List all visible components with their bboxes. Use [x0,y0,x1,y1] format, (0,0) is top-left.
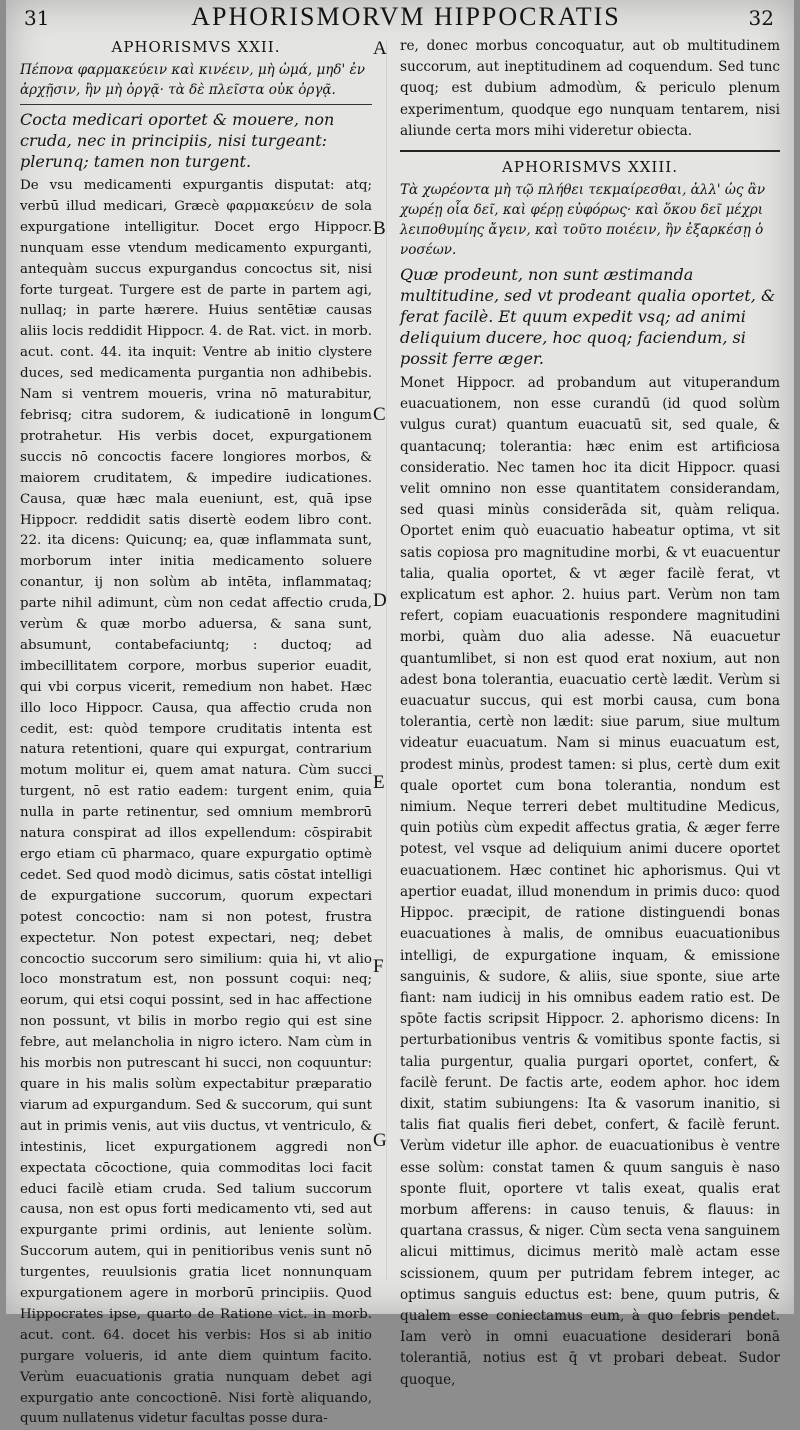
aphorism-xxii-latin: Cocta medicari oportet & mouere, non cruda, nec in principiis, nisi turgeant: plerunq; tamen non turgent. [20,110,335,171]
aphorism-xxiii-title: APHORISMVS XXIII. [502,158,678,177]
aphorism-xxii-title: APHORISMVS XXII. [111,38,281,56]
divider [20,104,372,105]
page-number-right: 32 [748,6,774,30]
margin-letter-g: G [373,1130,387,1151]
aphorism-xxii-commentary: De vsu medicamenti expurgantis disputat: atq; verbū illud medicari, Græcè φαρμακεύειν de sola expurgatione intelligitur. Docet ergo Hippocr. nunquam esse vtendum medicamento expurganti, antequàm succus expurgandus concoctus sit, nisi forte turgeat. Turgere est de parte in partem agi, nullaq; in parte hærere. Huius sentētiæ causas aliis locis reddidit Hippocr. 4. de Rat. vict. in morb. acut. cont. 44. ita inquit: Ventre ab initio clystere duces, sed medicamenta purgantia non adhibebis. Nam si ventrem moueris, vrina nō maturabitur, febrisq; citra sudorem, & iudicationē in longum protrahetur. His verbis docet, expurgationem succis nō concoctis facere longiores morbos, & maiorem cruditatem, & impedire iudicationes. Causa, quæ hæc mala eueniunt, est, quā ipse Hippocr. reddidit satis disertè eodem libro cont. 22. ita dicens: Quicunq; ea, quæ inflammata sunt, morborum inter initia medicamento soluere conantur, ij non solùm ab intēta, inflammataq; parte nihil adimunt, cùm non cedat affectio cruda, verùm & quæ morbo aduersa, & sana sunt, absumunt, contabefaciuntq; : ductoq; ad imbecillitatem corpore, morbus superior euadit, qui vbi corpus vicerit, remedium non habet. Hæc illo loco Hippocr. Causa, qua affectio cruda non cedit, est: quòd tempore cruditatis intenta est natura retentioni, quare qui expurgat, contrarium motum molitur ei, quem amat natura. Cùm succi turgent, nō est ratio eadem: turgent enim, quia nulla in parte retinentur, sed omnium membrorū natura conspirat ad illos expellendum: cōspirabit ergo etiam cū pharmaco, quare expurgatio optimè cedet. Sed quod modò dicimus, satis cōstat intelligi de expurgatione succorum, quorum expectari potest concoctio: nam si non potest, frustra expectetur. Non potest expectari, neq; debet concoctio succorum sero similium: quia hi, vt alio loco monstratum est, non possunt coqui: neq; eorum, qui etsi coqui possint, sed in hac affectione non possunt, vt bilis in morbo regio qui est sine febre, aut melancholia in nigro ictero. Nam cùm in his morbis non putrescant hi succi, non coquuntur: quare in his malis solùm expectabitur præparatio viarum ad expurgandum. Sed & succorum, qui sunt aut in primis venis, aut viis ductus, vt ventriculo, & intestinis, licet expurgationem aggredi non expectata cōcoctione, quia commoditas loci facit educi facilè etiam cruda. Sed talium succorum causa, non est opus forti medicamento vti, sed aut expurgante primi ordinis, aut leniente solùm. Succorum autem, qui in penitioribus venis sunt nō turgentes, reuulsionis gratia licet nonnunquam expurgationem agere in morborū principiis. Quod Hippocrates ipse, quarto de Ratione vict. in morb. acut. cont. 64. docet his verbis: Hos si ab initio purgare volueris, id ante diem quintum facito. Verùm euacuationis gratia nunquam debet agi expurgatio ante concoctionē. Nisi fortè aliquando, quum nullatenus videtur facultas posse dura- [20,178,372,1427]
margin-letter-d: D [373,590,387,611]
aphorism-xxiii-commentary: Monet Hippocr. ad probandum aut vituperandum euacuationem, non esse curandū (id quod solùm vulgus curat) quantum euacuatū sit, sed quale, & quantacunq; tolerantia: hæc enim est artificiosa consideratio. Nec tamen hoc ita dicit Hippocr. quasi velit omnino non esse quantitatem considerandam, sed quasi minùs considerāda sit, quàm reliqua. Oportet enim quò euacuatio habeatur optima, vt sit satis copiosa pro magnitudine morbi, & vt euacuentur talia, qualia oportet, & vt æger facilè ferat, vt explicatum est aphor. 2. huius part. Verùm non tam refert, copiam euacuationis respondere magnitudini morbi, quàm duo alia adesse. Nā euacuetur quantumlibet, si non est quod erat noxium, aut non adest bona tolerantia, euacuatio certè lædit. Verùm si euacuatur succus, qui est morbi causa, cum bona tolerantia, certè non lædit: siue parum, siue multum videatur euacuatum. Nam si minus euacuatum est, prodest minùs, prodest tamen: si plus, certè dum exit quale oportet cum bona tolerantia, nondum est nimium. Neque terreri debet multitudine Medicus, quin potiùs cùm expedit affectus gratia, & æger ferre potest, vel vsque ad deliquium animi ducere oportet euacuationem. Hæc continet hic aphorismus. Qui vt apertior euadat, illud monendum in primis duco: quod Hippoc. præcipit, de ratione distinguendi bonas euacuationes à malis, de omnibus euacuationibus intelligi, de expurgatione inquam, & emissione sanguinis, & sudore, & aliis, siue sponte, siue arte fiant: nam iudicij in his omnibus eadem ratio est. De spōte factis scripsit Hippocr. 2. aphorismo dicens: In perturbationibus ventris & vomitibus sponte factis, si talia purgentur, qualia purgari oportet, confert, & facilè ferunt. De factis arte, eodem aphor. hoc idem dixit, statim subiungens: Ita & vasorum inanitio, si talis fiat qualis fieri debet, confert, & facilè ferunt. Verùm videtur ille aphor. de euacuationibus è ventre esse solùm: constat tamen & quum sanguis è naso sponte fluit, oportere vt talis exeat, qualis erat morbum afferens: in causo tenuis, & flauus: in quartana crassus, & niger. Cùm secta vena sanguinem alicui mittimus, dicimus meritò malè actam esse scissionem, quum per putridam febrem integer, ac optimus sanguis eductus est: bene, quum putris, & qualem esse coniectamus eum, à quo febris pendet. Iam verò in omni euacuatione desiderari bonā tolerantiā, notius est q̄ vt probari debeat. Sudor quoque, [400,375,780,1388]
margin-letter-c: C [373,404,386,425]
divider [400,150,780,152]
left-column [20,36,372,1430]
aphorism-xxiii-greek: Τὰ χωρέοντα μὴ τῷ πλήθει τεκμαίρεσθαι, ἀλλ' ὡς ἂν χωρέῃ οἷα δεῖ, καὶ φέρῃ εὐφόρως· καὶ ὅκου δεῖ μέχρι λειποθυμίης ἄγειν, καὶ τοῦτο ποιέειν, ἢν ἐξαρκέσῃ ὁ νοσέων. [400,182,766,259]
margin-letter-e: E [373,772,385,793]
column-gutter [386,40,387,1280]
book-page [6,0,794,1427]
page-number-left: 31 [24,6,50,30]
margin-letter-a: A [373,38,387,59]
aphorism-xxii-continuation: re, donec morbus concoquatur, aut ob multitudinem succorum, aut ineptitudinem ad coquendum. Sed tunc quoq; est dubium admodùm, & periculo plenum experimentum, quodque ego nunquam tentarem, nisi aliunde certa mors mihi videretur obiecta. [400,38,780,139]
aphorism-xxii-greek: Πέπονα φαρμακεύειν καὶ κινέειν, μὴ ὠμά, μηδ' ἐν ἀρχῇσιν, ἢν μὴ ὀργᾷ· τὰ δὲ πλεῖστα οὐκ ὀργᾷ. [20,62,365,98]
running-head: APHORISMORVM HIPPOCRATIS [191,2,621,31]
aphorism-xxiii-latin: Quæ prodeunt, non sunt æstimanda multitudine, sed vt prodeant qualia oportet, & ferat facilè. Et quum expedit vsq; ad animi deliquium ducere, hoc quoq; faciendum, si possit ferre æger. [400,265,776,369]
margin-letter-b: B [373,218,386,239]
right-column [400,36,780,1391]
margin-letter-f: F [373,956,384,977]
